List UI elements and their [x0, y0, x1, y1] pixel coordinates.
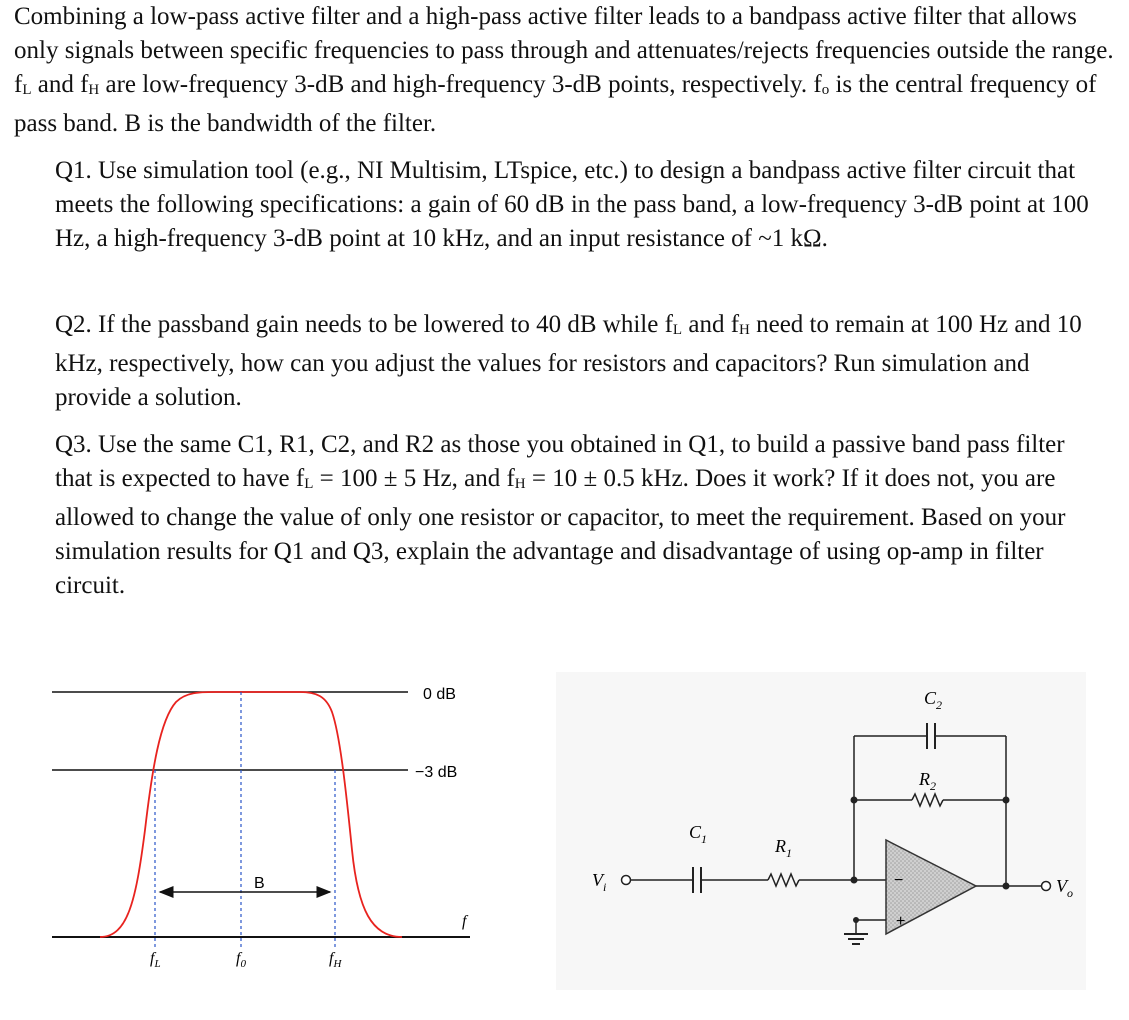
label-minus: −: [894, 872, 904, 889]
label-c2: $C_2$: [924, 688, 943, 712]
response-curve: [100, 692, 402, 937]
intro-paragraph: Combining a low-pass active filter and a high-pass active filter leads to a bandpass active filter that allows only signals between specific frequencies to pass through and attenuates/rejects frequencies outside the range. $f_L$ and $f_H$ are low-frequency 3-dB and high-frequency 3-dB points, respectively. $f_o$ is the central frequency of pass band. B is the bandwidth of the filter.: [14, 3, 1114, 137]
question-2: Q2. If the passband gain needs to be lowered to 40 dB while $f_L$ and $f_H$ need to remain at 100 Hz and 10 kHz, respectively, how can you adjust the values for resistors and capacitors? Run simulation and provide a solution.: [55, 311, 1082, 411]
vo-terminal: [1042, 882, 1051, 891]
label-3db: −3 dB: [415, 764, 458, 781]
question-1: Q1. Use simulation tool (e.g., NI Multisim, LTspice, etc.) to design a bandpass active filter circuit that meets the following specifications: a gain of 60 dB in the pass band, a low-frequency 3-dB point at 100 Hz, a high-frequency 3-dB point at 10 kHz, and an input resistance of ~1 kΩ.: [55, 157, 1089, 252]
label-c1: $C_1$: [689, 822, 708, 846]
bandpass-response-figure: [0, 660, 500, 990]
label-plus: +: [896, 913, 906, 930]
bandpass-circuit-svg: [556, 672, 1086, 990]
label-vo: $V_o$: [1056, 876, 1073, 900]
question-3: Q3. Use the same C1, R1, C2, and R2 as those you obtained in Q1, to build a passive band pass filter that is expected to have $f_L = 100 \pm 5$ Hz, and $f_H = 10 \pm 0.5$ kHz. Does it work? If it does not, you are allowed to change the value of only one resistor or capacitor, to meet the requirement. Based on your simulation results for Q1 and Q3, explain the advantage and disadvantage of using op-amp in filter circuit.: [55, 431, 1066, 599]
label-vi: $V_i$: [592, 870, 607, 894]
tick-fo: $f_0$: [236, 950, 246, 970]
label-B: B: [254, 875, 265, 892]
bandpass-response-svg: [0, 660, 500, 990]
vi-terminal: [622, 876, 631, 885]
label-0db: 0 dB: [423, 686, 456, 703]
bandpass-circuit-figure: [556, 672, 1086, 990]
label-r1: $R_1$: [775, 836, 792, 860]
output-node: [1003, 883, 1010, 890]
tick-fH: $f_H$: [329, 950, 342, 970]
label-f: f: [462, 913, 467, 930]
label-r2: $R_2$: [919, 769, 936, 793]
tick-fL: $f_L$: [150, 950, 161, 970]
